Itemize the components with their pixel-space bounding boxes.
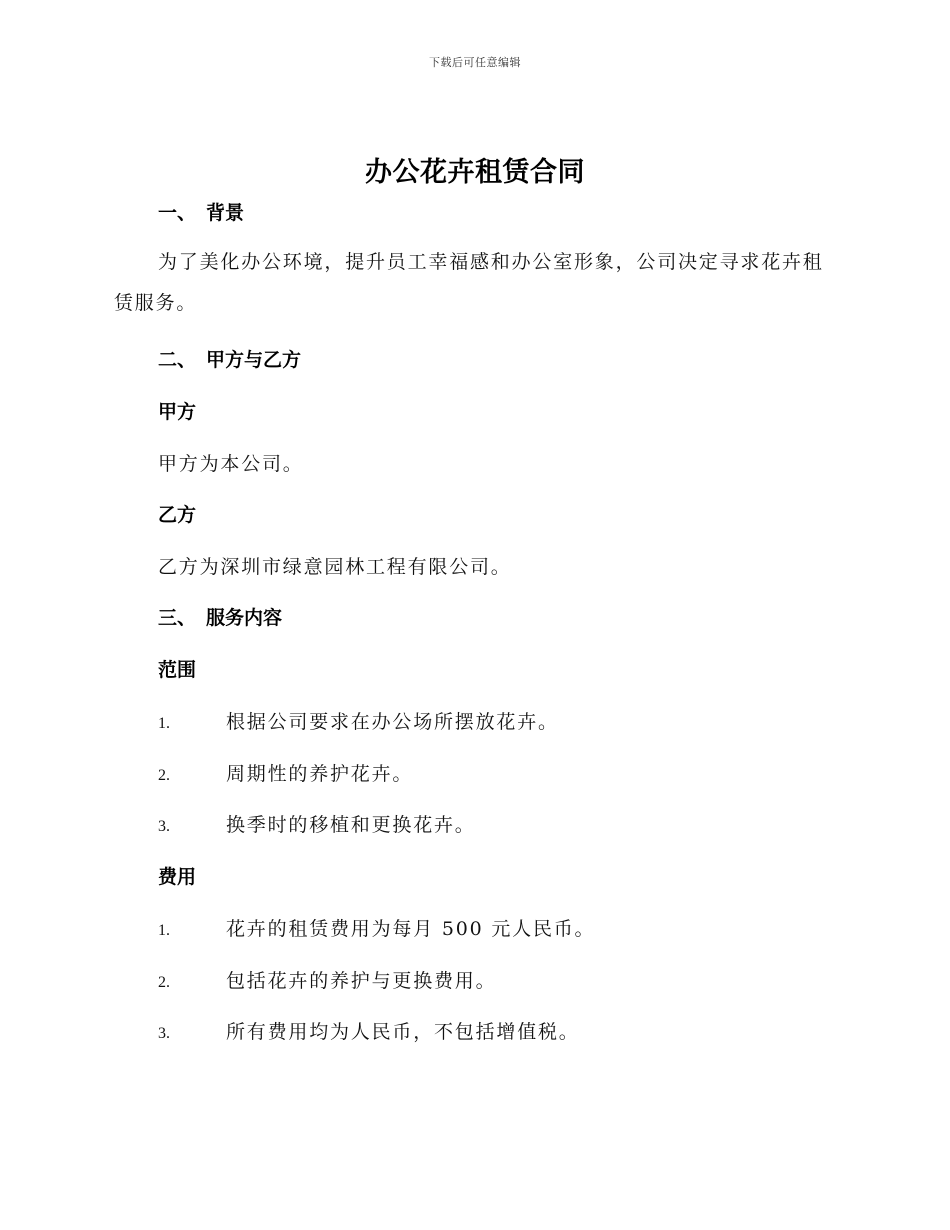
list-text: 换季时的移植和更换花卉。 [226,814,476,836]
subheading-scope: 范围 [158,659,197,681]
list-text: 所有费用均为人民币，不包括增值税。 [226,1021,580,1043]
list-text: 包括花卉的养护与更换费用。 [226,970,497,992]
list-number: 2. [158,974,170,991]
list-number: 1. [158,922,170,939]
section-number: 一、 [158,202,197,224]
subheading-party-b: 乙方 [158,504,197,526]
section-heading-services [158,603,282,630]
section-number: 二、 [158,349,197,371]
section-title: 甲方与乙方 [206,349,302,371]
party-b-text: 乙方为深圳市绿意园林工程有限公司。 [158,556,512,578]
background-paragraph: 为了美化办公环境，提升员工幸福感和办公室形象，公司决定寻求花卉租赁服务。 [114,251,824,314]
list-text: 花卉的租赁费用为每月 500 元人民币。 [226,918,596,940]
list-item [158,966,496,993]
section-number: 三、 [158,607,197,629]
list-item [158,914,595,941]
list-text: 根据公司要求在办公场所摆放花卉。 [226,711,559,733]
subheading-party-a: 甲方 [158,401,197,423]
section-title: 背景 [206,202,245,224]
list-text: 周期性的养护花卉。 [226,763,414,785]
list-item [158,707,559,734]
list-item [158,810,476,837]
header-note: 下载后可任意编辑 [429,56,521,69]
list-item [158,759,413,786]
document-title: 办公花卉租赁合同 [365,157,585,188]
party-a-text: 甲方为本公司。 [158,453,304,475]
list-number: 3. [158,1025,170,1042]
list-number: 3. [158,818,170,835]
list-number: 1. [158,715,170,732]
section-heading-parties [158,345,301,372]
section-heading-background [158,198,244,225]
subheading-fees: 费用 [158,866,197,888]
section-title: 服务内容 [206,607,283,629]
list-number: 2. [158,767,170,784]
list-item [158,1017,580,1044]
